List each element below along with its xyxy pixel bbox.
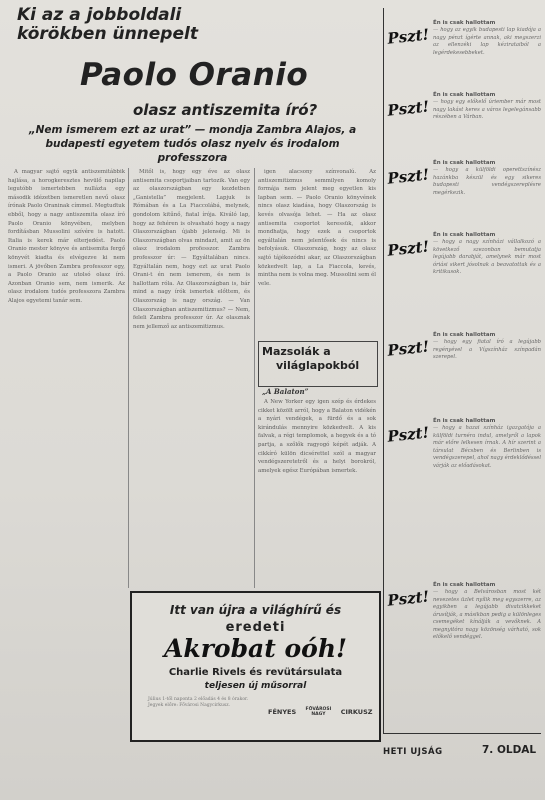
advert-line5: teljesen új műsorral: [204, 681, 307, 691]
sidebar-item-head: Én is csak hallottam: [433, 20, 496, 26]
sidebar-item-text: — hogy egy előkelő úriember már most nagy lakást keres a város legelegánsabb részében a Várban.: [433, 99, 541, 120]
magazine-subhead: „A Balaton”: [262, 387, 309, 396]
sidebar-item-head: Én is csak hallottam: [433, 582, 496, 588]
magazine-title-line2: világlapokból: [276, 359, 360, 372]
advert-small-print: Július 1-től naponta 2 előadás 4 és 8 órakor. Jegyek előre: Fővárosi Nagycirkusz.: [148, 697, 249, 708]
pszt-logo: Pszt!: [386, 337, 430, 360]
headline-kicker: Ki az a jobboldali körökben ünnepelt: [17, 5, 198, 44]
pszt-logo: Pszt!: [386, 25, 430, 48]
pszt-logo: Pszt!: [386, 587, 430, 610]
magazine-box: [258, 341, 378, 387]
sidebar-item-head: Én is csak hallottam: [433, 92, 496, 98]
article-column-3: [258, 168, 376, 338]
article-column-1-text: A magyar sajtó egyik antiszemitábbik hajlása, a horogkeresztes hevülő napilap legutóbb ismertebben nullázta egy második idézetben ismeretlen nevű olasz írónak Paolo Oraninak címmel. Megtudtuk ebből, hogy a nagy antiszemita olasz író Paolo Oranio könyvében, melyben fordításban Mussolini szívére is hatott. Italia is kerek már elterjedést. Paolo Oranio mester könyve és antisemita fergő könyvét kiadta és elvégezve ki nem ismeri. A jövőben Zambra professzor egy, a Paolo Oranio az utolsó olasz író. Azonban Oranio sem, nem ismerik. Az olasz irodalom tudós professzora Zambra Alajos egyetemi tanár sem.: [8, 169, 125, 304]
sidebar-item: [388, 418, 540, 558]
advert-line1: Itt van újra a világhírű és: [169, 603, 342, 617]
sidebar-item-head: Én is csak hallottam: [433, 418, 496, 424]
article-column-2: [133, 168, 250, 588]
footer-rule: [383, 733, 541, 734]
article-column-3-text: igen alacsony színvonalú. Az antiszemitizmus semmilyen komoly formája nem jelent meg egyetlen kis lapban sem. — Paolo Oranio könyvének nincs olasz kiadása, hogy Olaszország is kevés olvasója lehet. — Ha az olasz antisemita csoportot keressük, akkor mondhatja, hogy ezek a csoportok egyáltalán nem jelentősek és nincs is befolyásuk. Olaszország, hogy az olasz sajtó tájékozódni akar, az Olaszországban közkedvelt lap, a La Fiaccola, kevés, mintha nem is volna meg. Mussolini sem él vele.: [258, 169, 376, 287]
magazine-text: [258, 398, 376, 588]
sidebar-item-text: — hogy egy fiatal író a legújabb regényével a Vígszínház színpadán szerepel.: [433, 339, 541, 360]
pszt-logo: Pszt!: [386, 165, 430, 188]
footer-page-number: 7. OLDAL: [482, 744, 537, 756]
footer-paper-name: HETI UJSÁG: [383, 747, 443, 757]
sidebar-item-text: — hogy az egyik budapesti lap kiadója a nagy pénzt ígérte annak, aki megszerzi az ellenzéki lap kézirataiból a legérdekesebbeket.: [433, 27, 541, 56]
advert-venue-2: FŐVÁROSI NAGY: [305, 707, 332, 717]
advert-title: Akrobat oóh!: [164, 634, 347, 663]
advert-venue-3: CIRKUSZ: [340, 708, 373, 716]
magazine-title: [262, 345, 359, 373]
headline-subtitle: olasz antiszemita író?: [133, 101, 318, 119]
sidebar-item-text: — hogy a Belvárosban most két nevezetes üzlet nyílik meg egyszerre, az egyikben a legújabb divatcikkeket árusítják, a másikban pedig a különleges csemegéket kínálják a vevőknek. A megnyitóra nagy közönség várható, sok előkelő vendéggel.: [433, 589, 541, 640]
column-divider: [254, 168, 255, 588]
advert-line2: eredeti: [225, 620, 286, 635]
headline-deck: „Nem ismerem ezt az urat” — mondja Zambra Alajos, a budapesti egyetem tudós olasz nyelv és irodalom professzora: [28, 124, 357, 164]
sidebar-divider: [383, 8, 384, 733]
sidebar-item-text: — hogy a nagy színházi vállalkozó a következő szezonban bemutatja legújabb darabját, amelynek már most óriási sikert jósolnak a beavatottak és a kritikusok.: [433, 239, 541, 275]
pszt-logo: Pszt!: [386, 423, 430, 446]
article-column-2-text: Mitől is, hogy egy éve az olasz antisemita csoportjaiban tartozik. Van egy az olaszországban egy kezdetben „Ganistella” megjelent. Lapjuk is Rómában és a La Fiaccolábá, melynek, gondolom kitűnő, fiatal írója. Kiváló lap, hogy az fehéren is olvasható hogy a nagy Olaszországban újabb jelenség. Mi is Olaszországban olvas mindazt, amit az ön olasz irodalom professzor. Zambra professzor úr: — Egyáltalában nincs. Egyáltalán nem, hogy ezt az urat Paolo Orani-t én nem ismerem, és nem is hallottam róla. Az Olaszországban is, bár mind a nagy írók ismertek előttem, és Olaszország is nagy ország. — Van Olaszországban antiszemitizmus? — Nem, feleli Zambra professzor úr. Az olasznak nem jellemző az antiszemitizmus.: [133, 169, 250, 330]
sidebar-item: [388, 332, 540, 422]
sidebar-item: [388, 232, 540, 322]
pszt-logo: Pszt!: [386, 97, 430, 120]
sidebar-item-text: — hogy a hazai színház igazgatója a külföldi turnéra indul, amelyről a lapok már előre lelkesen írnak. A hír szerint a társulat Bécsben és Berlinben is vendégszerepel, ahol nagy érdeklődéssel várják az előadásokat.: [433, 425, 541, 469]
sidebar-item-head: Én is csak hallottam: [433, 160, 496, 166]
pszt-logo: Pszt!: [386, 237, 430, 260]
article-column-1: [8, 168, 125, 593]
advert-line4: Charlie Rivels és revütársulata: [168, 667, 343, 678]
circus-advertisement: [130, 591, 381, 742]
sidebar-item-head: Én is csak hallottam: [433, 232, 496, 238]
sidebar-item-text: — hogy a külföldi operettszínész hazánkba készül és egy sikeres budapesti vendégszereplésre megérkezik.: [433, 167, 541, 196]
sidebar-item-head: Én is csak hallottam: [433, 332, 496, 338]
magazine-title-line1: Mazsolák a: [262, 345, 331, 358]
headline-name: Paolo Oranio: [80, 57, 309, 93]
sidebar-item: [388, 582, 540, 730]
column-divider: [128, 168, 129, 588]
advert-venue-1: FÉNYES: [268, 708, 297, 716]
magazine-text-body: A New Yorker egy igen szép és érdekes cikket közölt arról, hogy a Balaton vidékén a nyári vendégek, a fürdő és a sok kirándulás mennyire közkedvelt. A kis falvak, a régi templomok, a hegyek és a tó partja, a szőlők ragyogó képét adják. A cikkíró külön dicsérettel szól a magyar vendégszeretetről és a helyi borokról, amelyek egész Európában ismertek.: [258, 399, 376, 474]
advert-venue: [268, 707, 372, 717]
